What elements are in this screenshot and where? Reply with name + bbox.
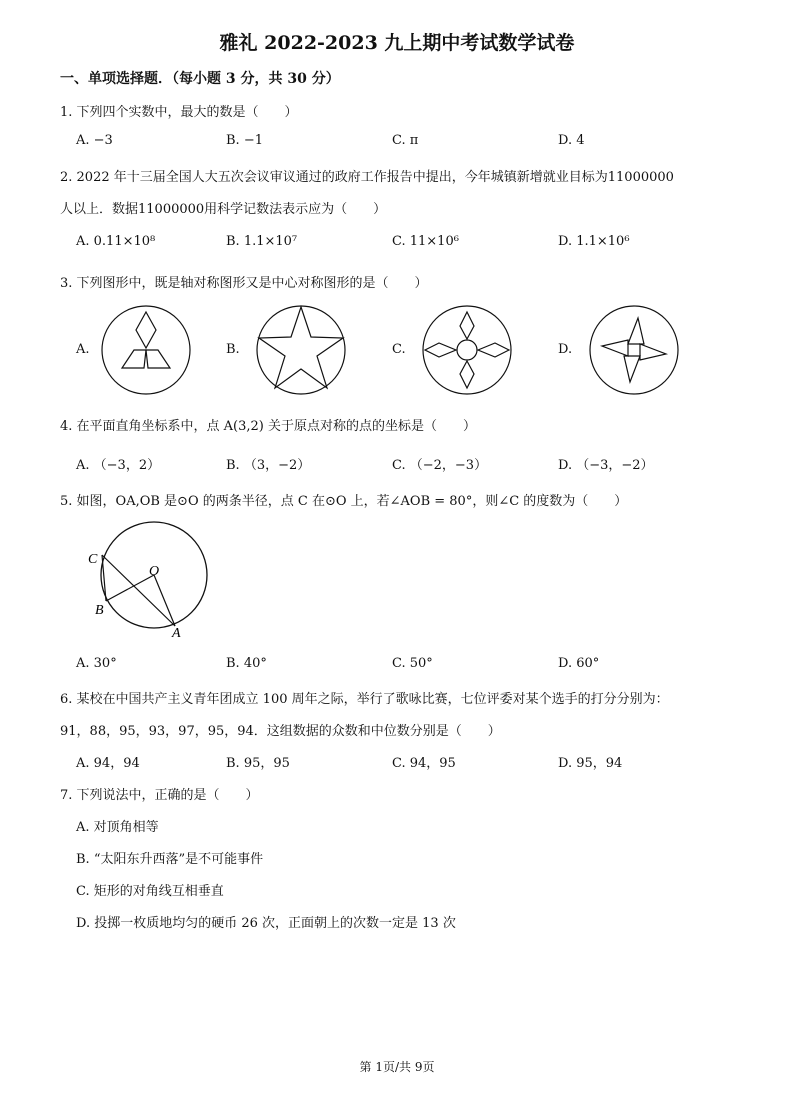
question-2-stem-line1: 2. 2022 年十三届全国人大五次会议审议通过的政府工作报告中提出，今年城镇新增就业目标为11000000 (60, 170, 674, 185)
q6-option-b: B. 95，95 (226, 756, 290, 771)
q5-option-d: D. 60° (558, 656, 600, 671)
question-7-stem: 7. 下列说法中，正确的是（ ） (60, 788, 259, 803)
q2-option-d: D. 1.1×10⁶ (558, 234, 630, 249)
q7-option-b: B. “太阳东升西落”是不可能事件 (76, 852, 264, 867)
point-a-label: A (172, 626, 181, 641)
q6-option-d: D. 95，94 (558, 756, 623, 771)
q1-option-c: C. π (392, 133, 419, 148)
question-2-stem-line2: 人以上．数据11000000用科学记数法表示应为（ ） (60, 202, 387, 217)
q5-option-a: A. 30° (76, 656, 117, 671)
q4-option-a: A. （−3，2） (76, 458, 161, 473)
q6-option-a: A. 94，94 (76, 756, 140, 771)
q3-option-c: C. (392, 342, 406, 357)
q6-option-c: C. 94，95 (392, 756, 456, 771)
q2-option-c: C. 11×10⁶ (392, 234, 459, 249)
q1-option-a: A. −3 (76, 133, 113, 148)
q4-option-d: D. （−3，−2） (558, 458, 654, 473)
q3-option-b: B. (226, 342, 240, 357)
q5-circle-figure (84, 520, 224, 640)
q3-figure-a (100, 304, 192, 396)
q7-option-a: A. 对顶角相等 (76, 820, 159, 835)
question-3-stem: 3. 下列图形中，既是轴对称图形又是中心对称图形的是（ ） (60, 276, 428, 291)
q1-option-d: D. 4 (558, 133, 585, 148)
question-6-stem-line2: 91，88，95，93，97，95，94．这组数据的众数和中位数分别是（ ） (60, 724, 501, 739)
q4-option-b: B. （3，−2） (226, 458, 311, 473)
section-heading: 一、单项选择题．（每小题 3 分，共 30 分） (60, 71, 340, 87)
q2-option-b: B. 1.1×10⁷ (226, 234, 298, 249)
q3-option-a: A. (76, 342, 90, 357)
q7-option-c: C. 矩形的对角线互相垂直 (76, 884, 224, 899)
question-1-stem: 1. 下列四个实数中，最大的数是（ ） (60, 105, 298, 120)
q3-figure-c (421, 304, 513, 396)
page-footer: 第 1页/共 9页 (359, 1060, 435, 1074)
point-c-label: C (88, 552, 98, 567)
q4-option-c: C. （−2，−3） (392, 458, 488, 473)
question-4-stem: 4. 在平面直角坐标系中，点 A(3,2) 关于原点对称的点的坐标是（ ） (60, 419, 477, 434)
q1-option-b: B. −1 (226, 133, 263, 148)
question-6-stem-line1: 6. 某校在中国共产主义青年团成立 100 周年之际，举行了歌咏比赛，七位评委对某个选手的打分分别为： (60, 692, 669, 707)
q3-option-d: D. (558, 342, 573, 357)
page-title: 雅礼 2022-2023 九上期中考试数学试卷 (219, 32, 575, 54)
question-5-stem: 5. 如图，OA,OB 是⊙O 的两条半径，点 C 在⊙O 上，若∠AOB = 80°，则∠C 的度数为（ ） (60, 494, 628, 509)
q2-option-a: A. 0.11×10⁸ (76, 234, 156, 249)
point-b-label: B (95, 603, 104, 618)
q5-option-c: C. 50° (392, 656, 433, 671)
point-o-label: O (149, 564, 160, 579)
q7-option-d: D. 投掷一枚质地均匀的硬币 26 次，正面朝上的次数一定是 13 次 (76, 916, 456, 931)
q3-figure-b (255, 304, 347, 396)
q5-option-b: B. 40° (226, 656, 267, 671)
q3-figure-d (588, 304, 680, 396)
